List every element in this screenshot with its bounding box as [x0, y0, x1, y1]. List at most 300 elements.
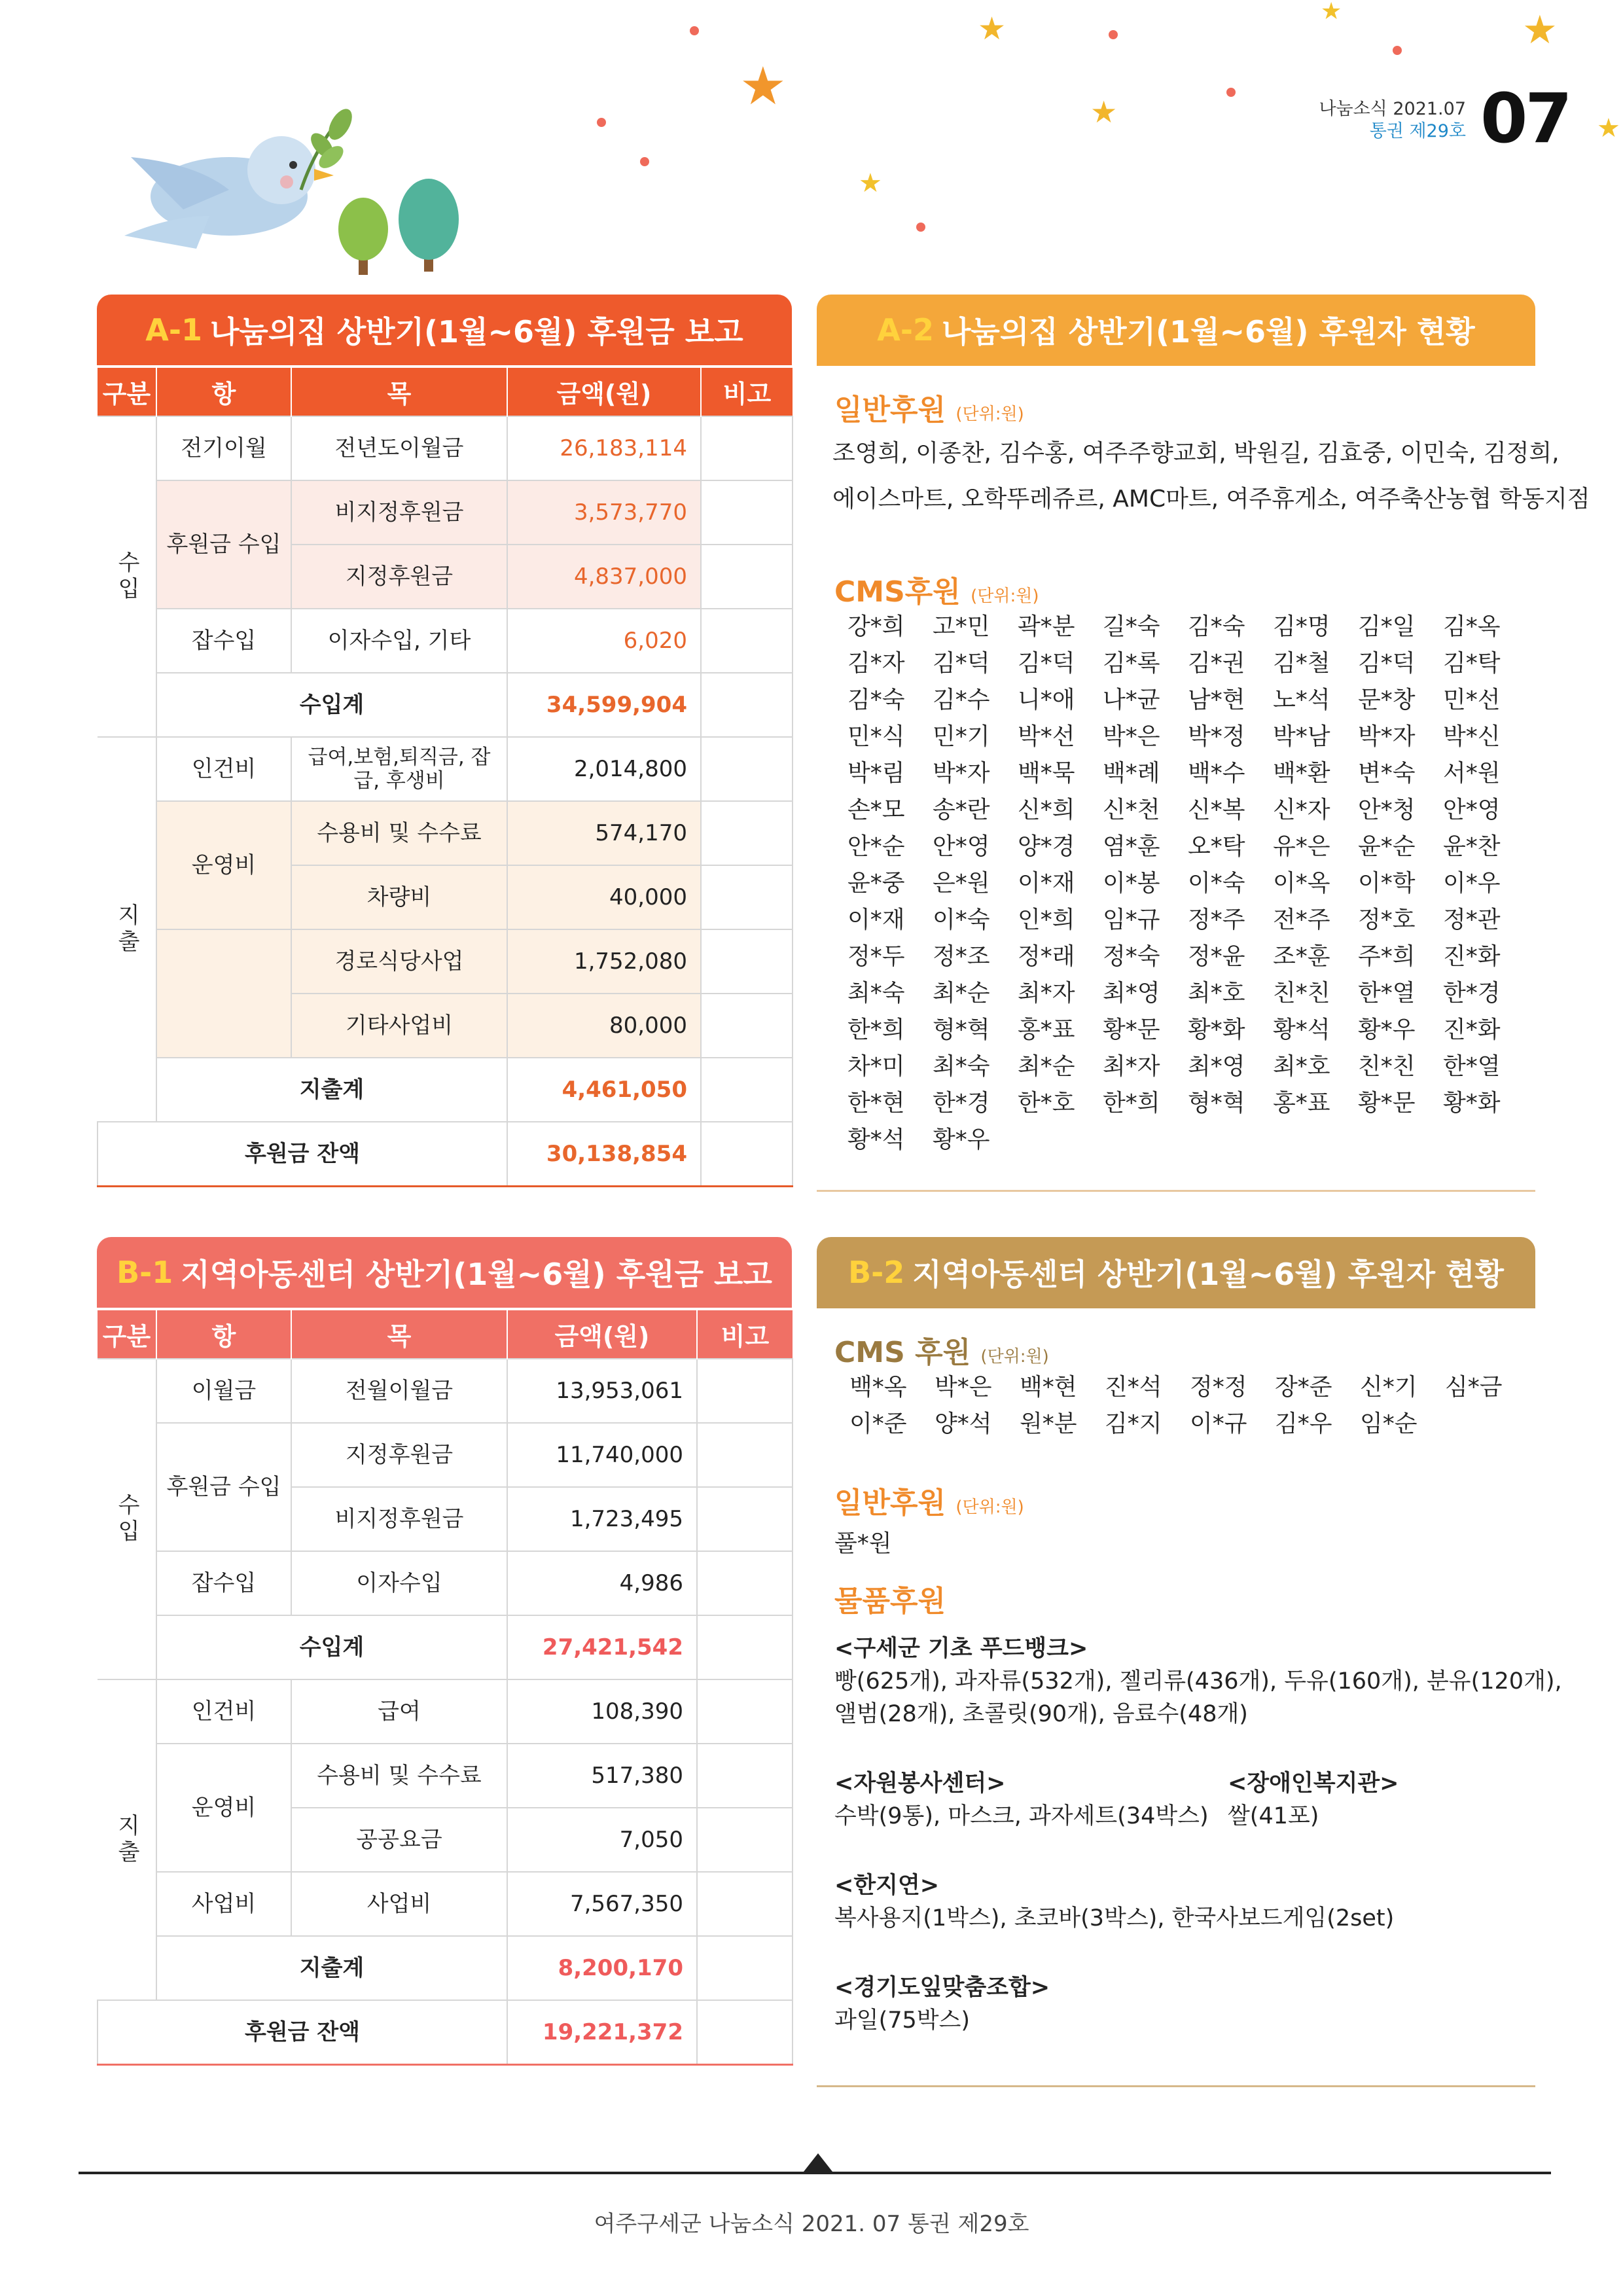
- donor-name: 박*신: [1443, 723, 1501, 750]
- donor-name: 김*덕: [933, 650, 990, 677]
- note-cell: [697, 1551, 793, 1615]
- table-row: [98, 1122, 793, 1186]
- b2-hanjiyeon-items: 복사용지(1박스), 초코바(3박스), 한국사보드게임(2set): [834, 1905, 1395, 1931]
- page-number: 07: [1480, 79, 1570, 158]
- table-cell: 경로식당사업: [291, 929, 507, 994]
- a1-expense-label: 지출: [98, 737, 156, 1122]
- donor-name: 이*준: [849, 1410, 907, 1437]
- header-illustration: [118, 111, 537, 281]
- b2-gyeonggi-items: 과일(75박스): [834, 2007, 971, 2034]
- b2-general-title-text: 일반후원: [834, 1486, 946, 1520]
- donor-name: 홍*표: [1273, 1090, 1330, 1117]
- donor-name: 최*숙: [847, 980, 905, 1007]
- amount-cell: 1,752,080: [507, 929, 701, 994]
- donor-name: 김*덕: [1358, 650, 1416, 677]
- donor-name: 진*화: [1443, 1016, 1501, 1043]
- donor-name: 송*란: [933, 797, 990, 823]
- a1-header-mok: 목: [291, 368, 507, 416]
- donor-name: 한*열: [1443, 1053, 1501, 1080]
- donor-name: 원*분: [1020, 1410, 1077, 1437]
- dot-icon: [1226, 88, 1236, 97]
- b1-expense-label: 지출: [98, 1679, 156, 2000]
- donor-name: 정*관: [1443, 906, 1501, 933]
- a2-general-unit: (단위:원): [955, 404, 1024, 424]
- donor-name: 백*현: [1020, 1374, 1077, 1401]
- note-cell: [697, 1872, 793, 1936]
- table-cell: [156, 929, 291, 1058]
- donor-name: 최*자: [1018, 980, 1075, 1007]
- footer-text: 여주구세군 나눔소식 2021. 07 통권 제29호: [594, 2211, 1029, 2237]
- donor-name: 변*숙: [1358, 760, 1416, 787]
- donor-name: 민*선: [1443, 687, 1501, 713]
- note-cell: [697, 1359, 793, 1423]
- donor-name: 김*일: [1358, 613, 1416, 640]
- b1-section-head: [97, 1237, 792, 1308]
- b2-foodbank-line-1: 빵(625개), 과자류(532개), 젤리류(436개), 두유(160개), 분유(120개),: [834, 1668, 1562, 1695]
- donor-name: 김*숙: [1188, 613, 1245, 640]
- table-row: [98, 609, 793, 673]
- donor-name: 백*환: [1273, 760, 1330, 787]
- a1-expense-total: 4,461,050: [507, 1058, 701, 1122]
- table-row: [98, 673, 793, 737]
- donor-name: 친*친: [1358, 1053, 1416, 1080]
- note-cell: [701, 865, 793, 929]
- a1-balance-label: 후원금 잔액: [98, 1122, 507, 1186]
- note-cell: [701, 1122, 793, 1186]
- a2-cms-name-grid: [847, 609, 1528, 1158]
- a2-general-line-2: 에이스마트, 오학뚜레쥬르, AMC마트, 여주휴게소, 여주축산농협 학동지점: [832, 486, 1590, 512]
- donor-name: 최*자: [1103, 1053, 1160, 1080]
- star-icon: ★: [1321, 0, 1342, 25]
- dot-icon: [1393, 46, 1402, 55]
- donor-name: 이*숙: [1188, 870, 1245, 897]
- amount-cell: 13,953,061: [507, 1359, 697, 1423]
- table-cell: 전월이월금: [291, 1359, 507, 1423]
- donor-name: 정*두: [847, 943, 905, 970]
- donor-name: 박*자: [933, 760, 990, 787]
- donor-name: 정*윤: [1188, 943, 1245, 970]
- donor-name: 니*애: [1018, 687, 1075, 713]
- amount-cell: 11,740,000: [507, 1423, 697, 1487]
- donor-name: 조*훈: [1273, 943, 1330, 970]
- donor-name: 서*원: [1443, 760, 1501, 787]
- a2-cms-title: [834, 568, 1039, 610]
- donor-name: 김*덕: [1018, 650, 1075, 677]
- donor-name: 박*은: [1103, 723, 1160, 750]
- table-cell: 잡수입: [156, 609, 291, 673]
- donor-name: 나*균: [1103, 687, 1160, 713]
- a2-general-line-1: 조영희, 이종찬, 김수홍, 여주주향교회, 박원길, 김효중, 이민숙, 김정희,: [832, 440, 1560, 467]
- b1-title: 지역아동센터 상반기(1월~6월) 후원금 보고: [181, 1257, 772, 1292]
- b2-hanjiyeon-block: [834, 1869, 1394, 1935]
- table-cell: 잡수입: [156, 1551, 291, 1615]
- donor-name: 백*묵: [1018, 760, 1075, 787]
- donor-name: 안*영: [933, 833, 990, 860]
- dot-icon: [916, 223, 925, 232]
- donor-name: 한*현: [847, 1090, 905, 1117]
- b2-general-title: [834, 1479, 1024, 1521]
- b1-income-total: 27,421,542: [507, 1615, 697, 1679]
- donor-name: 곽*분: [1018, 613, 1075, 640]
- donor-name: 정*정: [1190, 1374, 1247, 1401]
- b2-cms-unit: (단위:원): [980, 1347, 1049, 1367]
- donor-name: 김*수: [933, 687, 990, 713]
- b2-volunteer-items: 수박(9통), 마스크, 과자세트(34박스): [834, 1803, 1209, 1829]
- b2-top-rule: [817, 1306, 1535, 1308]
- table-cell: 차량비: [291, 865, 507, 929]
- table-cell: 수용비 및 수수료: [291, 1744, 507, 1808]
- b2-gyeonggi-block: [834, 1971, 1050, 2037]
- donor-name: 박*은: [935, 1374, 992, 1401]
- amount-cell: 574,170: [507, 801, 701, 865]
- donor-name: 홍*표: [1018, 1016, 1075, 1043]
- donor-name: 안*청: [1358, 797, 1416, 823]
- a1-section-head: [97, 295, 792, 365]
- b1-code: B-1: [116, 1255, 173, 1290]
- donor-name: 민*식: [847, 723, 905, 750]
- note-cell: [701, 480, 793, 545]
- donor-name: 임*순: [1360, 1410, 1418, 1437]
- a1-income-total: 34,599,904: [507, 673, 701, 737]
- donor-name: 황*화: [1443, 1090, 1501, 1117]
- donor-name: 손*모: [847, 797, 905, 823]
- donor-name: 박*자: [1358, 723, 1416, 750]
- amount-cell: 4,837,000: [507, 545, 701, 609]
- donor-name: 이*봉: [1103, 870, 1160, 897]
- note-cell: [701, 994, 793, 1058]
- donor-name: 한*희: [847, 1016, 905, 1043]
- b2-title: 지역아동센터 상반기(1월~6월) 후원자 현황: [912, 1257, 1504, 1292]
- b2-welfare-block: [1228, 1767, 1399, 1833]
- table-row: [98, 2000, 793, 2064]
- star-icon: ★: [1522, 7, 1558, 53]
- donor-name: 최*순: [1018, 1053, 1075, 1080]
- dot-icon: [690, 26, 699, 35]
- amount-cell: 2,014,800: [507, 737, 701, 801]
- donor-name: 심*금: [1445, 1374, 1503, 1401]
- donor-name: 오*탁: [1188, 833, 1245, 860]
- donor-name: 박*남: [1273, 723, 1330, 750]
- b1-income-label: 수입: [98, 1359, 156, 1679]
- donor-name: 최*순: [933, 980, 990, 1007]
- a2-title: 나눔의집 상반기(1월~6월) 후원자 현황: [941, 314, 1475, 350]
- table-cell: 전기이월: [156, 416, 291, 480]
- donor-name: 남*현: [1188, 687, 1245, 713]
- table-row: [98, 1359, 793, 1423]
- donor-name: 문*창: [1358, 687, 1416, 713]
- donor-name: 윤*찬: [1443, 833, 1501, 860]
- a1-balance: 30,138,854: [507, 1122, 701, 1186]
- a2-code: A-2: [877, 312, 934, 348]
- donor-name: 김*철: [1273, 650, 1330, 677]
- a1-header-hang: 항: [156, 368, 291, 416]
- donor-name: 형*혁: [933, 1016, 990, 1043]
- table-cell: 전년도이월금: [291, 416, 507, 480]
- b2-foodbank-block: [834, 1632, 1562, 1731]
- donor-name: 한*호: [1018, 1090, 1075, 1117]
- donor-name: 임*규: [1103, 906, 1160, 933]
- note-cell: [701, 609, 793, 673]
- issue-volume: 통권 제29호: [1369, 121, 1466, 141]
- b1-header-note: 비고: [721, 1322, 770, 1351]
- donor-name: 백*수: [1188, 760, 1245, 787]
- donor-name: 은*원: [933, 870, 990, 897]
- star-icon: ★: [740, 56, 787, 117]
- donor-name: 염*훈: [1103, 833, 1160, 860]
- donor-name: 차*미: [847, 1053, 905, 1080]
- donor-name: 신*자: [1273, 797, 1330, 823]
- footer-marker-icon: [804, 2153, 832, 2172]
- note-cell: [697, 1679, 793, 1744]
- table-row: [98, 1615, 793, 1679]
- amount-cell: 26,183,114: [507, 416, 701, 480]
- donor-name: 김*록: [1103, 650, 1160, 677]
- dot-icon: [597, 118, 606, 127]
- donor-name: 백*옥: [849, 1374, 907, 1401]
- table-row: [98, 1551, 793, 1615]
- donor-name: 진*석: [1105, 1374, 1162, 1401]
- donor-name: 황*석: [1273, 1016, 1330, 1043]
- table-cell: 비지정후원금: [291, 1487, 507, 1551]
- note-cell: [697, 1808, 793, 1872]
- table-row: [98, 801, 793, 865]
- star-icon: ★: [978, 10, 1007, 47]
- star-icon: ★: [859, 168, 882, 198]
- donor-name: 한*경: [1443, 980, 1501, 1007]
- b2-volunteer-label: <자원봉사센터>: [834, 1770, 1006, 1797]
- b2-gyeonggi-label: <경기도잎맞춤조합>: [834, 1975, 1050, 2001]
- b2-bottom-rule: [817, 2085, 1535, 2087]
- amount-cell: 108,390: [507, 1679, 697, 1744]
- donor-name: 정*주: [1188, 906, 1245, 933]
- table-cell: 지정후원금: [291, 545, 507, 609]
- table-cell: 비지정후원금: [291, 480, 507, 545]
- table-row: [98, 1679, 793, 1744]
- table-cell: 사업비: [156, 1872, 291, 1936]
- donor-name: 안*순: [847, 833, 905, 860]
- donor-name: 형*혁: [1188, 1090, 1245, 1117]
- donor-name: 윤*중: [847, 870, 905, 897]
- a1-code: A-1: [145, 312, 202, 348]
- dot-icon: [640, 157, 649, 166]
- donor-name: 정*숙: [1103, 943, 1160, 970]
- table-row: [98, 416, 793, 480]
- b2-welfare-label: <장애인복지관>: [1228, 1770, 1399, 1797]
- donor-name: 황*우: [1358, 1016, 1416, 1043]
- amount-cell: 4,986: [507, 1551, 697, 1615]
- donor-name: 최*숙: [933, 1053, 990, 1080]
- donor-name: 황*석: [847, 1126, 905, 1153]
- a1-header-gubun: 구분: [98, 368, 156, 416]
- donor-name: 김*자: [847, 650, 905, 677]
- donor-name: 한*경: [933, 1090, 990, 1117]
- donor-name: 김*권: [1188, 650, 1245, 677]
- donor-name: 정*래: [1018, 943, 1075, 970]
- b1-header-hang: 항: [156, 1310, 291, 1359]
- table-cell: 수용비 및 수수료: [291, 801, 507, 865]
- donor-name: 한*희: [1103, 1090, 1160, 1117]
- donor-name: 진*화: [1443, 943, 1501, 970]
- donor-name: 이*옥: [1273, 870, 1330, 897]
- table-row: [98, 1936, 793, 2000]
- donor-name: 이*재: [1018, 870, 1075, 897]
- donor-name: 양*경: [1018, 833, 1075, 860]
- b2-general-unit: (단위:원): [955, 1498, 1024, 1517]
- donor-name: 양*석: [935, 1410, 992, 1437]
- a1-table: [97, 368, 793, 1187]
- table-cell: 사업비: [291, 1872, 507, 1936]
- note-cell: [701, 929, 793, 994]
- donor-name: 친*친: [1273, 980, 1330, 1007]
- donor-name: 최*호: [1273, 1053, 1330, 1080]
- donor-name: 정*조: [933, 943, 990, 970]
- issue-date: 나눔소식 2021.07: [1319, 99, 1466, 119]
- a2-general-title: [834, 386, 1024, 428]
- b2-general-names: 풀*원: [834, 1530, 892, 1557]
- amount-cell: 1,723,495: [507, 1487, 697, 1551]
- donor-name: 신*희: [1018, 797, 1075, 823]
- note-cell: [697, 1487, 793, 1551]
- b1-income-total-label: 수입계: [156, 1615, 507, 1679]
- table-cell: 이월금: [156, 1359, 291, 1423]
- table-cell: 이자수입, 기타: [291, 609, 507, 673]
- donor-name: 고*민: [933, 613, 990, 640]
- b1-balance-label: 후원금 잔액: [98, 2000, 507, 2064]
- table-row: [98, 929, 793, 994]
- donor-name: 인*희: [1018, 906, 1075, 933]
- note-cell: [701, 1058, 793, 1122]
- table-cell: 후원금 수입: [156, 1423, 291, 1551]
- note-cell: [701, 545, 793, 609]
- note-cell: [697, 1423, 793, 1487]
- table-cell: 이자수입: [291, 1551, 507, 1615]
- donor-name: 최*영: [1188, 1053, 1245, 1080]
- issue-info: [1319, 98, 1466, 143]
- donor-name: 김*옥: [1443, 613, 1501, 640]
- donor-name: 이*재: [847, 906, 905, 933]
- donor-name: 이*규: [1190, 1410, 1247, 1437]
- a1-income-total-label: 수입계: [156, 673, 507, 737]
- amount-cell: 7,567,350: [507, 1872, 697, 1936]
- b2-cms-title-text: CMS 후원: [834, 1336, 971, 1369]
- donor-name: 신*천: [1103, 797, 1160, 823]
- b2-cms-name-grid: [849, 1369, 1530, 1443]
- a1-header-note: 비고: [722, 380, 772, 408]
- b1-expense-total-label: 지출계: [156, 1936, 507, 2000]
- donor-name: 이*숙: [933, 906, 990, 933]
- donor-name: 이*학: [1358, 870, 1416, 897]
- donor-name: 황*문: [1358, 1090, 1416, 1117]
- note-cell: [701, 416, 793, 480]
- a2-cms-unit: (단위:원): [971, 586, 1039, 606]
- table-cell: 공공요금: [291, 1808, 507, 1872]
- a2-general-title-text: 일반후원: [834, 393, 946, 427]
- amount-cell: 517,380: [507, 1744, 697, 1808]
- donor-name: 김*숙: [847, 687, 905, 713]
- donor-name: 김*지: [1105, 1410, 1162, 1437]
- amount-cell: 40,000: [507, 865, 701, 929]
- note-cell: [701, 801, 793, 865]
- b2-goods-title: 물품후원: [834, 1585, 946, 1618]
- donor-name: 박*림: [847, 760, 905, 787]
- b2-foodbank-label: <구세군 기초 푸드뱅크>: [834, 1636, 1088, 1662]
- a1-header-amount: 금액(원): [507, 368, 701, 416]
- a1-title: 나눔의집 상반기(1월~6월) 후원금 보고: [209, 314, 743, 350]
- note-cell: [701, 737, 793, 801]
- table-cell: 급여,보험,퇴직금, 잡급, 후생비: [291, 737, 507, 801]
- table-row: [98, 737, 793, 801]
- b2-foodbank-line-2: 앨범(28개), 초콜릿(90개), 음료수(48개): [834, 1701, 1248, 1727]
- donor-name: 신*기: [1360, 1374, 1418, 1401]
- donor-name: 김*명: [1273, 613, 1330, 640]
- donor-name: 박*정: [1188, 723, 1245, 750]
- donor-name: 최*호: [1188, 980, 1245, 1007]
- a1-expense-total-label: 지출계: [156, 1058, 507, 1122]
- b1-table: [97, 1310, 793, 2066]
- b2-volunteer-block: [834, 1767, 1209, 1833]
- table-row: [98, 1744, 793, 1808]
- b1-header-mok: 목: [291, 1310, 507, 1359]
- donor-name: 황*문: [1103, 1016, 1160, 1043]
- donor-name: 황*화: [1188, 1016, 1245, 1043]
- donor-name: 김*우: [1275, 1410, 1332, 1437]
- table-cell: 기타사업비: [291, 994, 507, 1058]
- dot-icon: [1109, 30, 1118, 39]
- table-cell: 인건비: [156, 737, 291, 801]
- note-cell: [697, 1744, 793, 1808]
- footer-rule: [79, 2172, 1551, 2174]
- b2-cms-title: [834, 1329, 1049, 1371]
- donor-name: 백*례: [1103, 760, 1160, 787]
- b2-section-head: [817, 1237, 1535, 1308]
- tree-icon: [334, 190, 393, 275]
- b1-expense-total: 8,200,170: [507, 1936, 697, 2000]
- table-row: [98, 1058, 793, 1122]
- donor-name: 박*선: [1018, 723, 1075, 750]
- table-cell: 운영비: [156, 1744, 291, 1872]
- donor-name: 윤*순: [1358, 833, 1416, 860]
- donor-name: 한*열: [1358, 980, 1416, 1007]
- amount-cell: 6,020: [507, 609, 701, 673]
- note-cell: [697, 1615, 793, 1679]
- b2-code: B-2: [848, 1255, 905, 1290]
- note-cell: [697, 2000, 793, 2064]
- donor-name: 안*영: [1443, 797, 1501, 823]
- donor-name: 이*우: [1443, 870, 1501, 897]
- table-row: [98, 1423, 793, 1487]
- star-icon: ★: [1090, 94, 1118, 130]
- b2-hanjiyeon-label: <한지연>: [834, 1873, 940, 1899]
- table-cell: 후원금 수입: [156, 480, 291, 609]
- table-cell: 운영비: [156, 801, 291, 929]
- a2-top-rule: [817, 364, 1535, 366]
- b1-header-gubun: 구분: [98, 1310, 156, 1359]
- a2-section-head: [817, 295, 1535, 365]
- b1-balance: 19,221,372: [507, 2000, 697, 2064]
- amount-cell: 80,000: [507, 994, 701, 1058]
- donor-name: 황*우: [933, 1126, 990, 1153]
- b1-header-amount: 금액(원): [507, 1310, 697, 1359]
- table-row: [98, 480, 793, 545]
- table-cell: 인건비: [156, 1679, 291, 1744]
- amount-cell: 3,573,770: [507, 480, 701, 545]
- tree-icon: [393, 173, 465, 272]
- b2-welfare-items: 쌀(41포): [1228, 1803, 1319, 1829]
- note-cell: [697, 1936, 793, 2000]
- donor-name: 민*기: [933, 723, 990, 750]
- a1-income-label: 수입: [98, 416, 156, 737]
- donor-name: 신*복: [1188, 797, 1245, 823]
